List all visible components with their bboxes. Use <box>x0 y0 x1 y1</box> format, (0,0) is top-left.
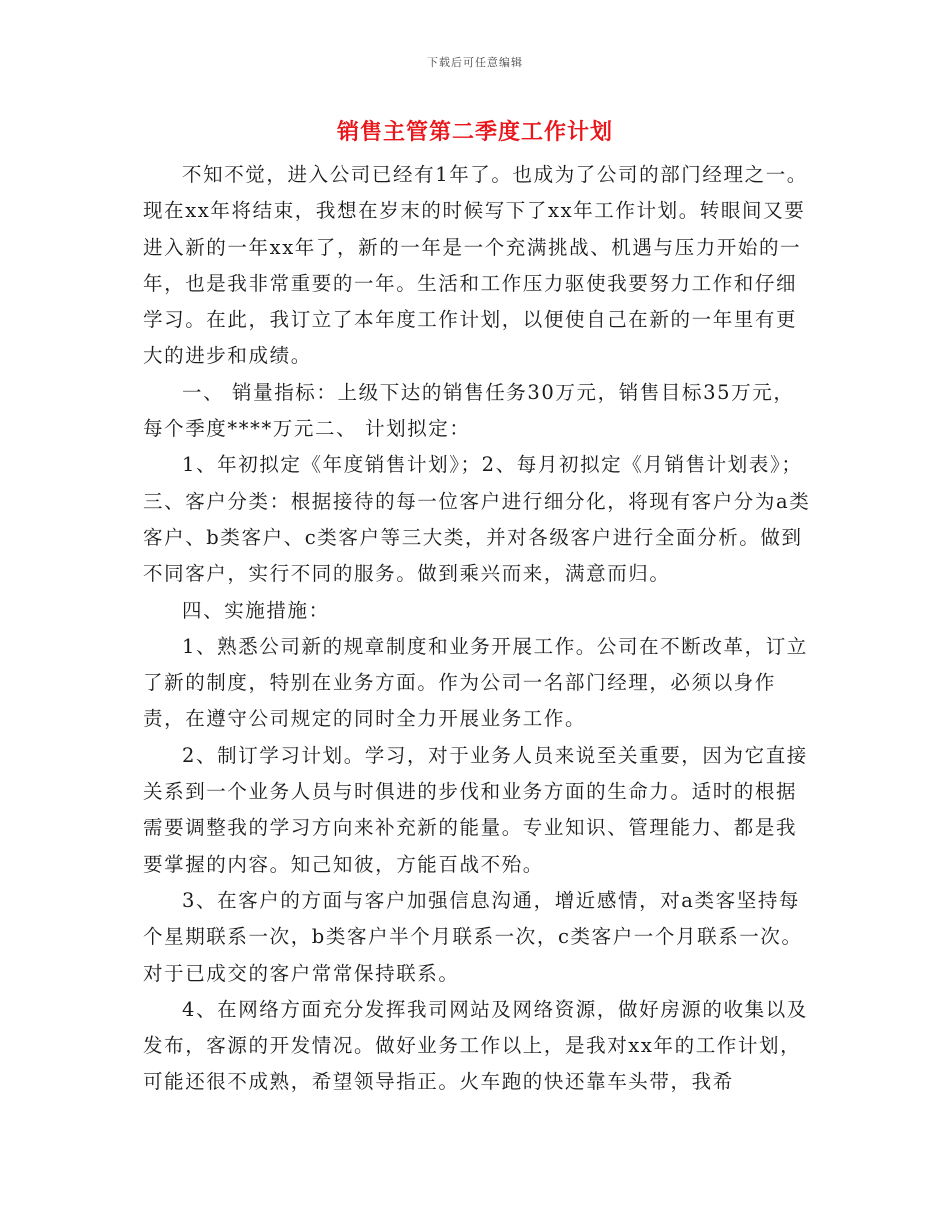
document-title: 销售主管第二季度工作计划 <box>336 120 613 145</box>
paragraph-measure-3: 3、在客户的方面与客户加强信息沟通，增近感情，对a类客坚持每个星期联系一次，b类客户半个月联系一次，c类客户一个月联系一次。对于已成交的客户常常保持联系。 <box>143 888 803 985</box>
paragraph-measure-2: 2、制订学习计划。学习，对于业务人员来说至关重要，因为它直接关系到一个业务人员与时俱进的步伐和业务方面的生命力。适时的根据需要调整我的学习方向来补充新的能量。专业知识、管理能力、都是我要掌握的内容。知己知彼，方能百战不殆。 <box>143 743 808 876</box>
paragraph-measures-heading: 四、实施措施： <box>182 598 330 622</box>
document-body <box>143 157 811 1101</box>
paragraph-sales-target: 一、 销量指标：上级下达的销售任务30万元，销售目标35万元，每个季度****万元二、 计划拟定： <box>143 380 795 441</box>
paragraph-intro: 不知不觉，进入公司已经有1年了。也成为了公司的部门经理之一。现在xx年将结束，我想在岁末的时候写下了xx年工作计划。转眼间又要进入新的一年xx年了，新的一年是一个充满挑战、机遇与压力开始的一年，也是我非常重要的一年。生活和工作压力驱使我要努力工作和仔细学习。在此，我订立了本年度工作计划，以便使自己在新的一年里有更大的进步和成绩。 <box>143 163 808 368</box>
paragraph-measure-4: 4、在网络方面充分发挥我司网站及网络资源，做好房源的收集以及发布，客源的开发情况。做好业务工作以上，是我对xx年的工作计划，可能还很不成熟，希望领导指正。火车跑的快还靠车头带，我希 <box>143 997 808 1094</box>
paragraph-measure-1: 1、熟悉公司新的规章制度和业务开展工作。公司在不断改革，订立了新的制度，特别在业务方面。作为公司一名部门经理，必须以身作责，在遵守公司规定的同时全力开展业务工作。 <box>143 634 808 731</box>
header-note: 下载后可任意编辑 <box>427 56 523 69</box>
paragraph-plan-and-customers: 1、年初拟定《年度销售计划》；2、每月初拟定《月销售计划表》；三、客户分类：根据接待的每一位客户进行细分化，将现有客户分为a类客户、b类客户、c类客户等三大类，并对各级客户进行全面分析。做到不同客户，实行不同的服务。做到乘兴而来，满意而归。 <box>143 453 811 586</box>
